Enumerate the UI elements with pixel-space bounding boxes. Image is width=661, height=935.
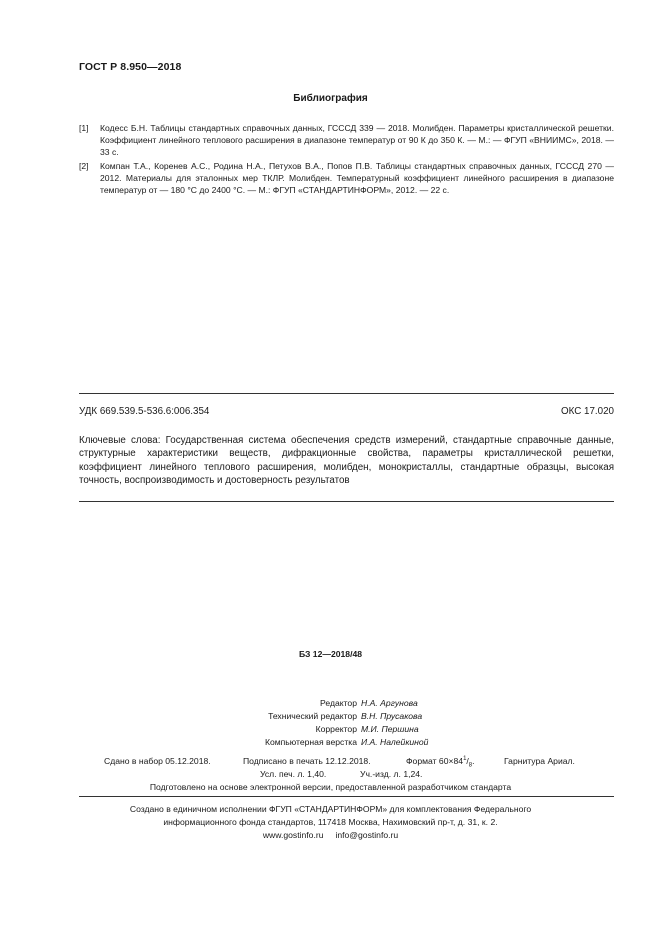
credit-row	[0, 697, 661, 710]
print-info-block	[0, 755, 661, 795]
print-format: Формат $60\times 84^1/_8$.	[406, 756, 475, 769]
oks-code: ОКС 17.020	[561, 406, 614, 417]
credit-role: Компьютерная верстка	[264, 737, 357, 747]
keywords-paragraph: Ключевые слова: Государственная система обеспечения средств измерений, стандартные справочные данные, структурные характеристики веществ, дифракционные свойства, параметры кристаллической решетки, коэффициент линейного теплового расширения, молибден, монокристаллы, стандартные образцы, высокая точность, воспроизводимость и достоверность результатов	[79, 435, 614, 487]
email-link[interactable]: info@gostinfo.ru	[335, 830, 399, 840]
credit-role: Редактор	[320, 698, 357, 708]
credit-row	[0, 736, 661, 749]
credits-block	[0, 697, 661, 749]
credit-role: Корректор	[315, 724, 357, 734]
bibliography-entry	[79, 160, 614, 197]
udk-code: УДК 669.539.5-536.6:006.354	[79, 406, 210, 417]
typeset-date: Сдано в набор 05.12.2018.	[104, 756, 211, 766]
print-info-row	[0, 755, 661, 768]
typeface: Гарнитура Ариал.	[504, 756, 575, 766]
credit-row	[0, 710, 661, 723]
print-sheets: Усл. печ. л. 1,40.	[260, 769, 327, 780]
print-format-numerator: 1	[463, 756, 467, 763]
bibliography-entry-number: [1]	[79, 123, 89, 133]
publication-sheets: Уч.-изд. л. 1,24.	[360, 769, 423, 780]
bibliography-entry-text: Кодесс Б.Н. Таблицы стандартных справочных данных, ГСССД 339 — 2018. Молибден. Параметры кристаллической решетки. Коэффициент линейного теплового расширения в диапазоне температур от 90 К до 350 К. — М.: — ФГУП «ВНИИМС», 2018. — 33 с.	[100, 123, 614, 158]
credit-name: В.Н. Прусакова	[361, 711, 423, 721]
print-format-prefix: Формат 60×84	[406, 756, 464, 766]
publisher-block	[0, 803, 661, 842]
credit-role: Технический редактор	[268, 711, 357, 721]
publisher-line-2: информационного фонда стандартов, 117418 Москва, Нахимовский пр-т, д. 31, к. 2.	[163, 817, 498, 827]
publisher-line-1: Создано в единичном исполнении ФГУП «СТАНДАРТИНФОРМ» для комплектования Федерального	[129, 804, 532, 814]
divider-bottom	[79, 501, 614, 502]
bibliography-list	[79, 122, 614, 197]
prepared-note: Подготовлено на основе электронной версии, предоставленной разработчиком стандарта	[149, 782, 512, 793]
credit-name: М.И. Першина	[361, 724, 419, 734]
signed-date: Подписано в печать 12.12.2018.	[243, 756, 371, 766]
print-format-denominator: 8	[468, 762, 473, 769]
website-link[interactable]: www.gostinfo.ru	[262, 830, 324, 840]
bibliography-entry	[79, 122, 614, 159]
bibliography-title: Библиография	[293, 93, 368, 104]
credit-name: И.А. Налейкиной	[361, 737, 429, 747]
publisher-contacts	[0, 829, 661, 842]
bibliography-entry-number: [2]	[79, 160, 89, 171]
standard-designation: ГОСТ Р 8.950—2018	[79, 61, 182, 73]
print-format-suffix: .	[472, 756, 475, 766]
divider-publisher	[79, 796, 614, 797]
credit-name: Н.А. Аргунова	[361, 698, 418, 708]
print-info-row	[0, 768, 661, 781]
bibliography-entry-text: Компан Т.А., Коренев А.С., Родина Н.А., Петухов В.А., Попов П.В. Таблицы стандартных справочных данных, ГСССД 270 — 2012. Материалы для эталонных мер ТКЛР. Молибден. Температурный коэффициент линейного расширения в диапазоне температур от — 180 °С до 2400 °С. — М.: ФГУП «СТАНДАРТИНФОРМ», 2012. — 22 с.	[100, 160, 614, 196]
credit-row	[0, 723, 661, 736]
divider-top	[79, 393, 614, 394]
bz-number: БЗ 12—2018/48	[298, 649, 363, 659]
